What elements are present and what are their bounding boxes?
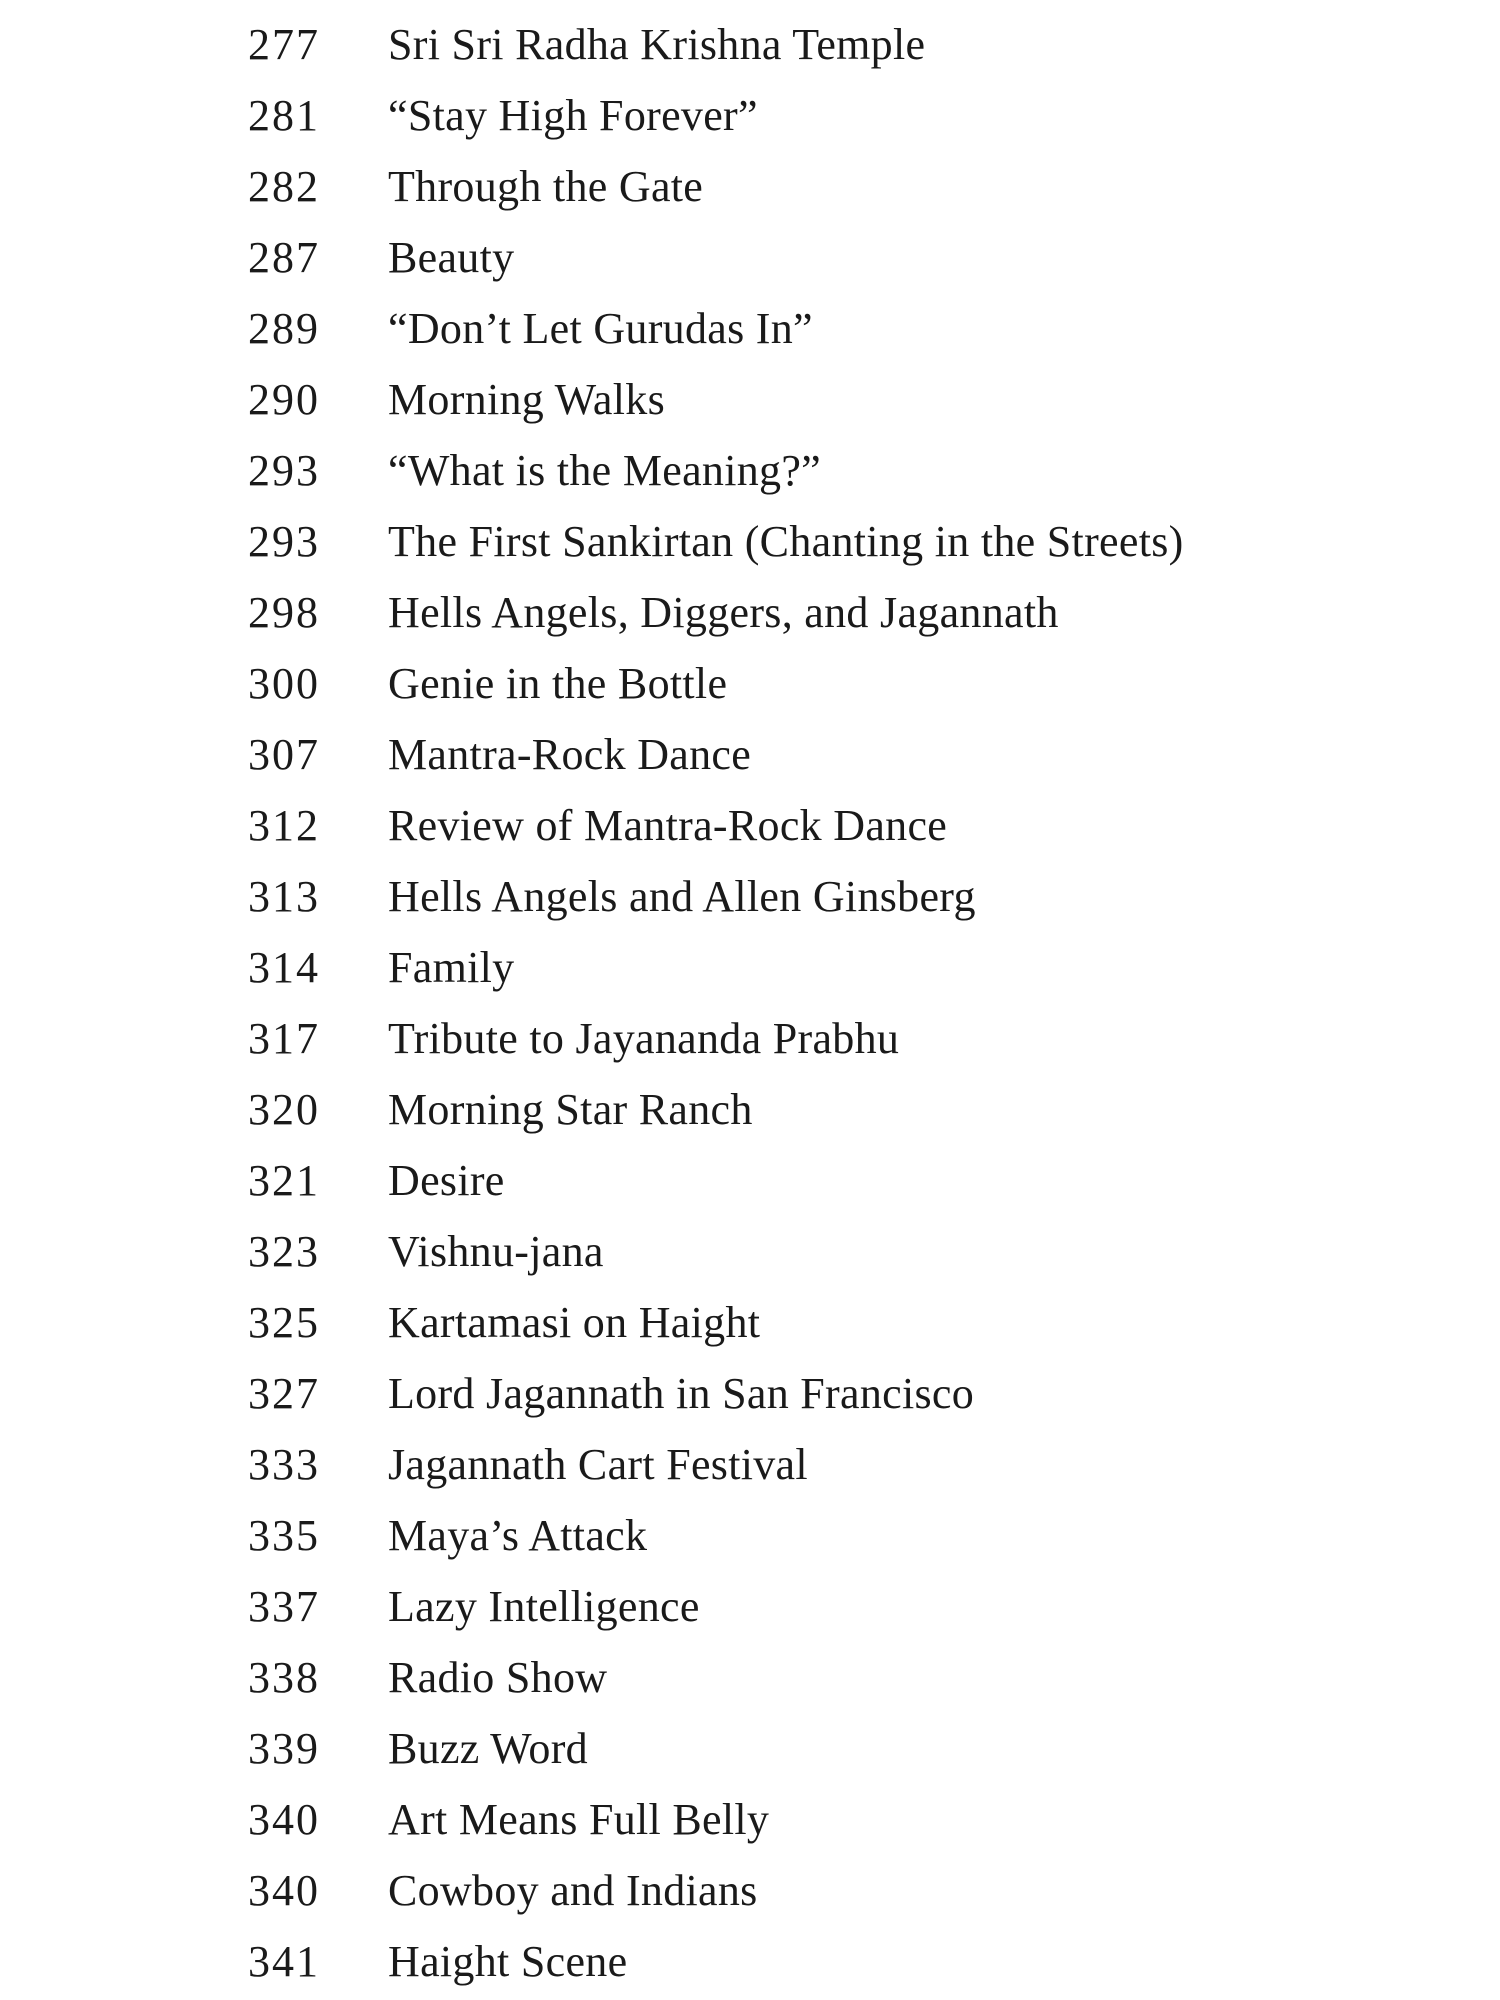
entry-title: Family (388, 943, 515, 992)
toc-entry (248, 649, 727, 719)
entry-title: Review of Mantra-Rock Dance (388, 801, 948, 850)
page-number: 312 (248, 801, 320, 850)
page-number: 277 (248, 20, 320, 69)
entry-title: Hells Angels, Diggers, and Jagannath (388, 588, 1059, 637)
entry-title: Desire (388, 1156, 505, 1205)
page-number: 339 (248, 1724, 320, 1773)
entry-title: “What is the Meaning?” (388, 446, 821, 495)
page-number: 281 (248, 91, 320, 140)
page-number: 317 (248, 1014, 320, 1063)
toc-entry (248, 1430, 808, 1500)
page-number: 282 (248, 162, 320, 211)
toc-entry (248, 1785, 769, 1855)
page-number: 293 (248, 517, 320, 566)
toc-entry (248, 507, 1184, 577)
toc-entry (248, 720, 751, 790)
page-number: 337 (248, 1582, 320, 1631)
page-number: 293 (248, 446, 320, 495)
page-number: 341 (248, 1937, 320, 1986)
toc-entry (248, 81, 758, 151)
entry-title: Lazy Intelligence (388, 1582, 700, 1631)
entry-title: Sri Sri Radha Krishna Temple (388, 20, 926, 69)
page-number: 340 (248, 1795, 320, 1844)
page-number: 287 (248, 233, 320, 282)
toc-entry (248, 1004, 899, 1074)
entry-title: Vishnu-jana (388, 1227, 604, 1276)
toc-entry (248, 1572, 700, 1642)
page-number: 333 (248, 1440, 320, 1489)
page-number: 307 (248, 730, 320, 779)
page-number: 321 (248, 1156, 320, 1205)
toc-entry (248, 1714, 588, 1784)
page-number: 325 (248, 1298, 320, 1347)
entry-title: Morning Star Ranch (388, 1085, 753, 1134)
page-number: 289 (248, 304, 320, 353)
entry-title: Art Means Full Belly (388, 1795, 770, 1844)
page-number: 314 (248, 943, 320, 992)
entry-title: Cowboy and Indians (388, 1866, 758, 1915)
entry-title: Mantra-Rock Dance (388, 730, 752, 779)
toc-entry (248, 862, 976, 932)
entry-title: Hells Angels and Allen Ginsberg (388, 872, 976, 921)
page-number: 335 (248, 1511, 320, 1560)
entry-title: “Don’t Let Gurudas In” (388, 304, 813, 353)
entry-title: Maya’s Attack (388, 1511, 648, 1560)
toc-entry (248, 1146, 505, 1216)
page-number: 320 (248, 1085, 320, 1134)
entry-title: Genie in the Bottle (388, 659, 728, 708)
entry-title: Tribute to Jayananda Prabhu (388, 1014, 900, 1063)
page-number: 327 (248, 1369, 320, 1418)
entry-title: The First Sankirtan (Chanting in the Streets) (388, 517, 1184, 566)
toc-entry (248, 294, 813, 364)
toc-entry (248, 10, 925, 80)
entry-title: Kartamasi on Haight (388, 1298, 761, 1347)
page-number: 340 (248, 1866, 320, 1915)
toc-entry (248, 1359, 974, 1429)
page-number: 300 (248, 659, 320, 708)
toc-entry (248, 933, 514, 1003)
entry-title: Morning Walks (388, 375, 665, 424)
entry-title: Beauty (388, 233, 515, 282)
toc-entry (248, 365, 665, 435)
toc-entry (248, 1217, 604, 1287)
entry-title: Radio Show (388, 1653, 608, 1702)
entry-title: Jagannath Cart Festival (388, 1440, 808, 1489)
entry-title: Buzz Word (388, 1724, 588, 1773)
toc-entry (248, 1288, 760, 1358)
toc-entry (248, 223, 514, 293)
toc-entry (248, 1075, 753, 1145)
page-number: 338 (248, 1653, 320, 1702)
toc-entry (248, 1927, 627, 1997)
toc-entry (248, 1501, 647, 1571)
page-number: 290 (248, 375, 320, 424)
page-number: 313 (248, 872, 320, 921)
entry-title: “Stay High Forever” (388, 91, 758, 140)
toc-entry (248, 578, 1059, 648)
toc-entry (248, 1643, 607, 1713)
page-number: 323 (248, 1227, 320, 1276)
entry-title: Haight Scene (388, 1937, 628, 1986)
page-number: 298 (248, 588, 320, 637)
toc-entry (248, 436, 821, 506)
entry-title: Lord Jagannath in San Francisco (388, 1369, 975, 1418)
toc-entry (248, 1856, 758, 1926)
entry-title: Through the Gate (388, 162, 704, 211)
toc-entry (248, 791, 947, 861)
toc-entry (248, 152, 703, 222)
